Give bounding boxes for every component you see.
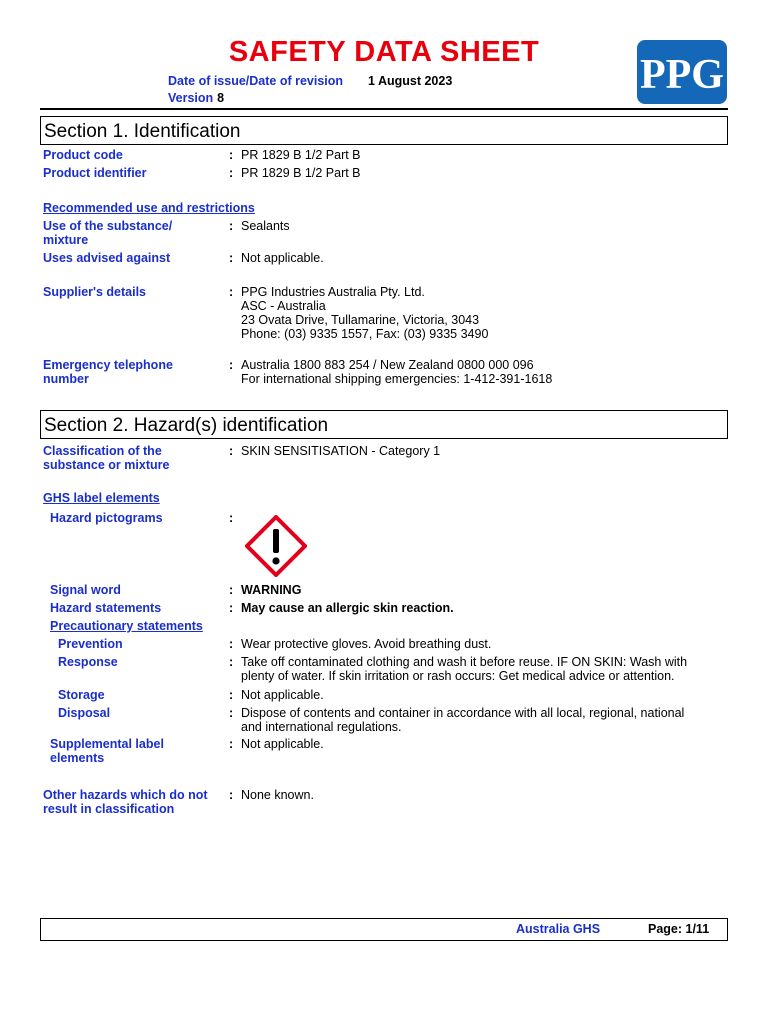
supplemental-label-line-2: elements bbox=[50, 751, 105, 765]
ppg-logo-icon bbox=[640, 48, 724, 96]
ghs-label-elements-heading: GHS label elements bbox=[43, 491, 160, 505]
header-divider bbox=[40, 108, 728, 110]
supplier-label: Supplier's details bbox=[43, 285, 147, 299]
hazard-statements-label: Hazard statements bbox=[50, 601, 162, 615]
recommended-use-heading: Recommended use and restrictions bbox=[43, 201, 255, 215]
issue-date-row bbox=[168, 74, 452, 88]
emergency-line: Australia 1800 883 254 / New Zealand 0800 000 096 bbox=[241, 358, 534, 372]
supplemental-label-value: Not applicable. bbox=[241, 737, 324, 751]
other-hazards-value: None known. bbox=[241, 788, 314, 802]
product-identifier-value: PR 1829 B 1/2 Part B bbox=[241, 166, 361, 180]
hazard-statements-value: May cause an allergic skin reaction. bbox=[241, 601, 454, 615]
other-hazards-label-line-2: result in classification bbox=[43, 802, 175, 816]
product-code-label: Product code bbox=[43, 148, 123, 162]
response-line: Take off contaminated clothing and wash it before reuse. IF ON SKIN: Wash with bbox=[241, 655, 688, 669]
uses-advised-against-value: Not applicable. bbox=[241, 251, 324, 265]
classification-label-line-2: substance or mixture bbox=[43, 458, 170, 472]
page-number: Page: 1/11 bbox=[648, 922, 710, 936]
signal-word-value: WARNING bbox=[241, 583, 302, 597]
supplemental-label-line-1: Supplemental label bbox=[50, 737, 164, 751]
section-1-heading: Section 1. Identification bbox=[40, 116, 728, 145]
footer-jurisdiction: Australia GHS bbox=[516, 922, 601, 936]
issue-date-label: Date of issue/Date of revision bbox=[168, 74, 344, 88]
version-row bbox=[168, 91, 224, 105]
use-label-line-1: Use of the substance/ bbox=[43, 219, 173, 233]
prevention-value: Wear protective gloves. Avoid breathing dust. bbox=[241, 637, 492, 651]
issue-date-value: 1 August 2023 bbox=[368, 74, 453, 88]
emergency-label-line-1: Emergency telephone bbox=[43, 358, 173, 372]
precautionary-statements-heading: Precautionary statements bbox=[50, 619, 203, 633]
signal-word-label: Signal word bbox=[50, 583, 121, 597]
disposal-label: Disposal bbox=[58, 706, 111, 720]
version-label: Version bbox=[168, 91, 214, 105]
emergency-line: For international shipping emergencies: 1-412-391-1618 bbox=[241, 372, 553, 386]
page-footer bbox=[40, 918, 728, 941]
uses-advised-against-label: Uses advised against bbox=[43, 251, 171, 265]
ppg-logo bbox=[637, 40, 727, 104]
document-title: SAFETY DATA SHEET bbox=[228, 36, 540, 68]
product-identifier-label: Product identifier bbox=[43, 166, 147, 180]
ppg-logo-text: PPG bbox=[640, 52, 724, 96]
supplier-line: 23 Ovata Drive, Tullamarine, Victoria, 3043 bbox=[241, 313, 480, 327]
storage-label: Storage bbox=[58, 688, 105, 702]
use-label-line-2: mixture bbox=[43, 233, 89, 247]
section-2-heading: Section 2. Hazard(s) identification bbox=[40, 410, 728, 439]
response-label: Response bbox=[58, 655, 118, 669]
use-value: Sealants bbox=[241, 219, 290, 233]
version-value: 8 bbox=[217, 91, 225, 105]
prevention-label: Prevention bbox=[58, 637, 123, 651]
other-hazards-label-line-1: Other hazards which do not bbox=[43, 788, 208, 802]
product-code-value: PR 1829 B 1/2 Part B bbox=[241, 148, 361, 162]
response-line: plenty of water. If skin irritation or rash occurs: Get medical advice or attention. bbox=[241, 669, 675, 683]
hazard-pictograms-label: Hazard pictograms bbox=[50, 511, 163, 525]
disposal-line: Dispose of contents and container in accordance with all local, regional, national bbox=[241, 706, 685, 720]
emergency-label-line-2: number bbox=[43, 372, 89, 386]
classification-label-line-1: Classification of the bbox=[43, 444, 162, 458]
exclamation-mark-diamond-icon bbox=[245, 515, 307, 577]
storage-value: Not applicable. bbox=[241, 688, 324, 702]
classification-value: SKIN SENSITISATION - Category 1 bbox=[241, 444, 441, 458]
supplier-line: Phone: (03) 9335 1557, Fax: (03) 9335 3490 bbox=[241, 327, 489, 341]
disposal-line: and international regulations. bbox=[241, 720, 402, 734]
supplier-line: ASC - Australia bbox=[241, 299, 326, 313]
supplier-line: PPG Industries Australia Pty. Ltd. bbox=[241, 285, 425, 299]
